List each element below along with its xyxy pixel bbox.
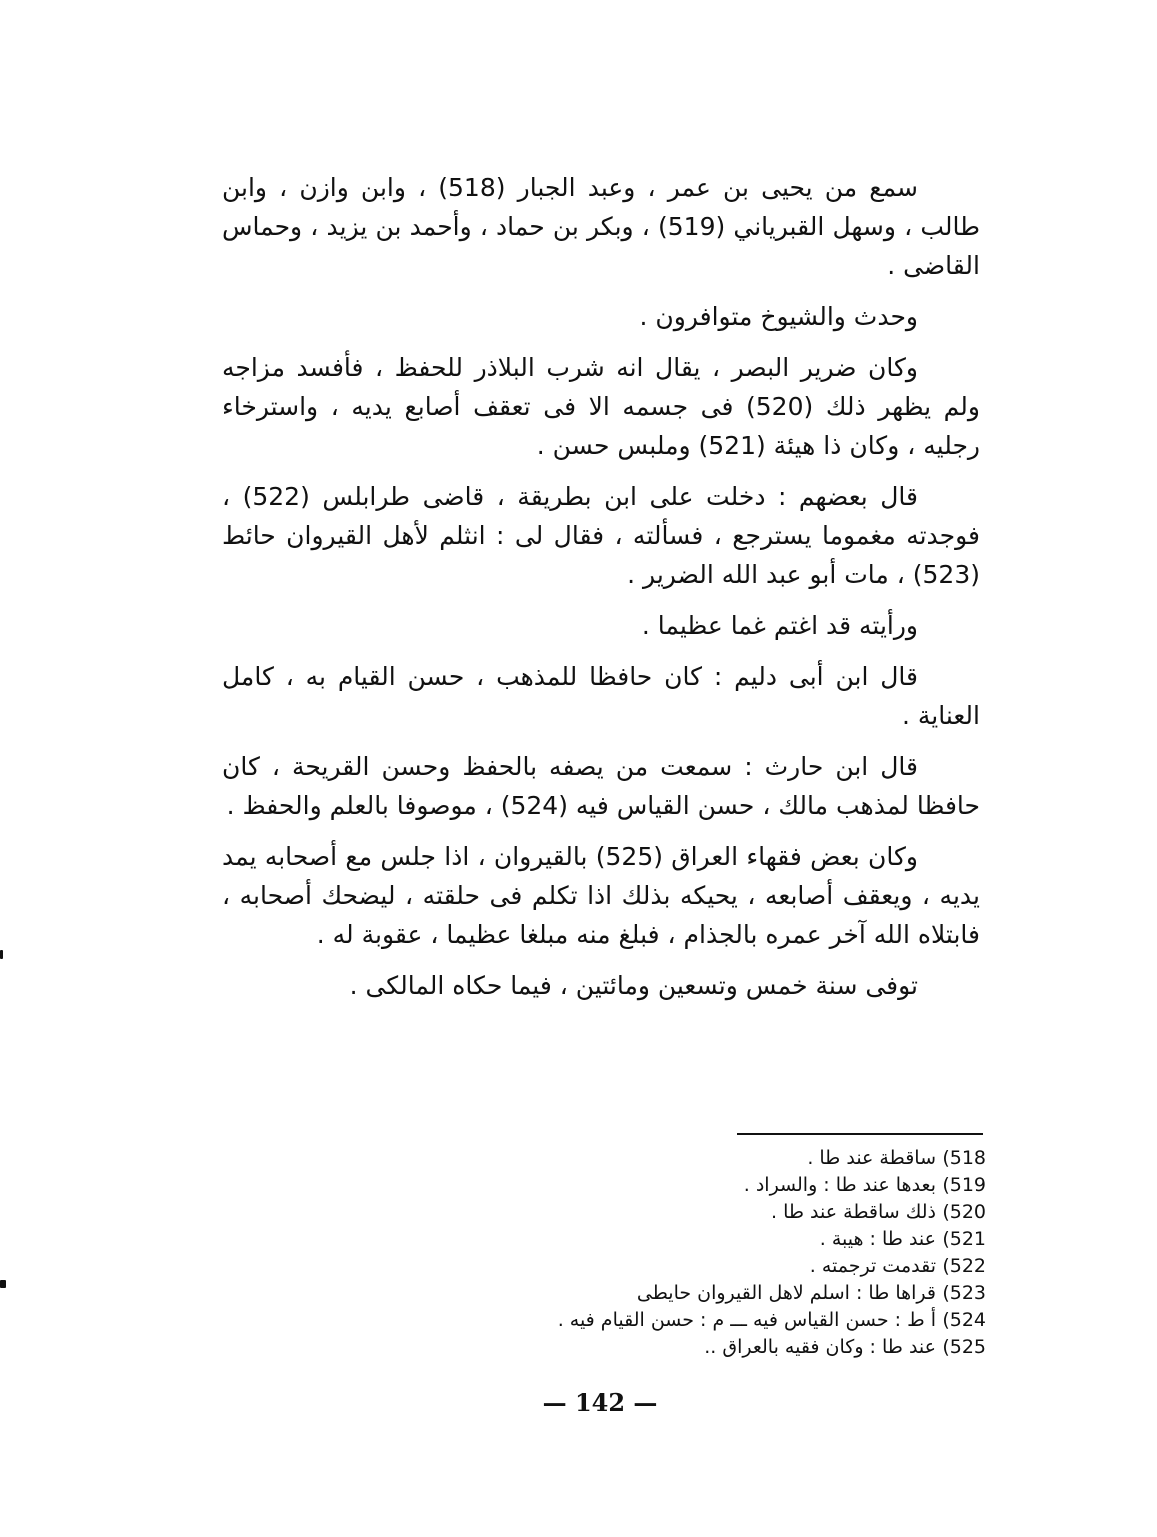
- paragraph: قال ابن أبى دليم : كان حافظا للمذهب ، حسن القيام به ، كامل العناية .: [222, 662, 980, 730]
- footnote: [420, 1199, 986, 1226]
- footnote-text: بعدها عند طا : والسراد .: [743, 1174, 936, 1196]
- footnote-text: تقدمت ترجمته .: [809, 1255, 936, 1277]
- paragraph: وكان ضرير البصر ، يقال انه شرب البلاذر للحفظ ، فأفسد مزاجه ولم يظهر ذلك (520) فى جسمه الا فى تعقف أصابع يديه ، واسترخاء رجليه ، وكان ذا هيئة (521) وملبس حسن .: [222, 353, 980, 460]
- scan-speck: [0, 950, 3, 959]
- footnote-number: 522): [942, 1255, 986, 1277]
- footnote-text: قراها طا : اسلم لاهل القيروان حايطى: [636, 1282, 936, 1304]
- footnote: [420, 1307, 986, 1334]
- footnote: [420, 1334, 986, 1361]
- footnote-number: 520): [942, 1201, 986, 1223]
- footnote: [420, 1226, 986, 1253]
- paragraph: وحدث والشيوخ متوافرون .: [639, 302, 918, 331]
- paragraph: قال ابن حارث : سمعت من يصفه بالحفظ وحسن القريحة ، كان حافظا لمذهب مالك ، حسن القياس فيه (524) ، موصوفا بالعلم والحفظ .: [222, 752, 980, 820]
- footnote-text: عند طا : هيبة .: [819, 1228, 936, 1250]
- footnote-number: 519): [942, 1174, 986, 1196]
- footnote-text: عند طا : وكان فقيه بالعراق ..: [704, 1336, 936, 1358]
- footnote-text: أ ط : حسن القياس فيه ـــ م : حسن القيام فيه .: [557, 1309, 936, 1331]
- footnote-text: ساقطة عند طا .: [807, 1147, 936, 1169]
- page-number: — 142 —: [542, 1388, 658, 1417]
- footnote-number: 521): [942, 1228, 986, 1250]
- main-text: [222, 168, 980, 1017]
- footnote: [420, 1280, 986, 1307]
- paragraph: توفى سنة خمس وتسعين ومائتين ، فيما حكاه المالكى .: [349, 971, 918, 1000]
- footnote: [420, 1145, 986, 1172]
- paragraph: سمع من يحيى بن عمر ، وعبد الجبار (518) ، وابن وازن ، وابن طالب ، وسهل القبرياني (519) ، وبكر بن حماد ، وأحمد بن يزيد ، وحماس القاضى .: [222, 173, 980, 280]
- footnote-number: 523): [942, 1282, 986, 1304]
- footnote: [420, 1253, 986, 1280]
- paragraph: ورأيته قد اغتم غما عظيما .: [641, 611, 918, 640]
- footnote-number: 525): [942, 1336, 986, 1358]
- scan-speck: [0, 1280, 6, 1288]
- footnote-number: 518): [942, 1147, 986, 1169]
- footnote-divider: [737, 1133, 983, 1135]
- footnotes: [420, 1145, 986, 1361]
- footnote: [420, 1172, 986, 1199]
- footnote-number: 524): [942, 1309, 986, 1331]
- paragraph: وكان بعض فقهاء العراق (525) بالقيروان ، اذا جلس مع أصحابه يمد يديه ، ويعقف أصابعه ، يحيكه بذلك اذا تكلم فى حلقته ، ليضحك أصحابه ، فابتلاه الله آخر عمره بالجذام ، فبلغ منه مبلغا عظيما ، عقوبة له .: [222, 842, 980, 949]
- footnote-text: ذلك ساقطة عند طا .: [771, 1201, 936, 1223]
- paragraph: قال بعضهم : دخلت على ابن بطريقة ، قاضى طرابلس (522) ، فوجدته مغموما يسترجع ، فسألته ، فقال لى : انثلم لأهل القيروان حائط (523) ، مات أبو عبد الله الضرير .: [222, 482, 980, 589]
